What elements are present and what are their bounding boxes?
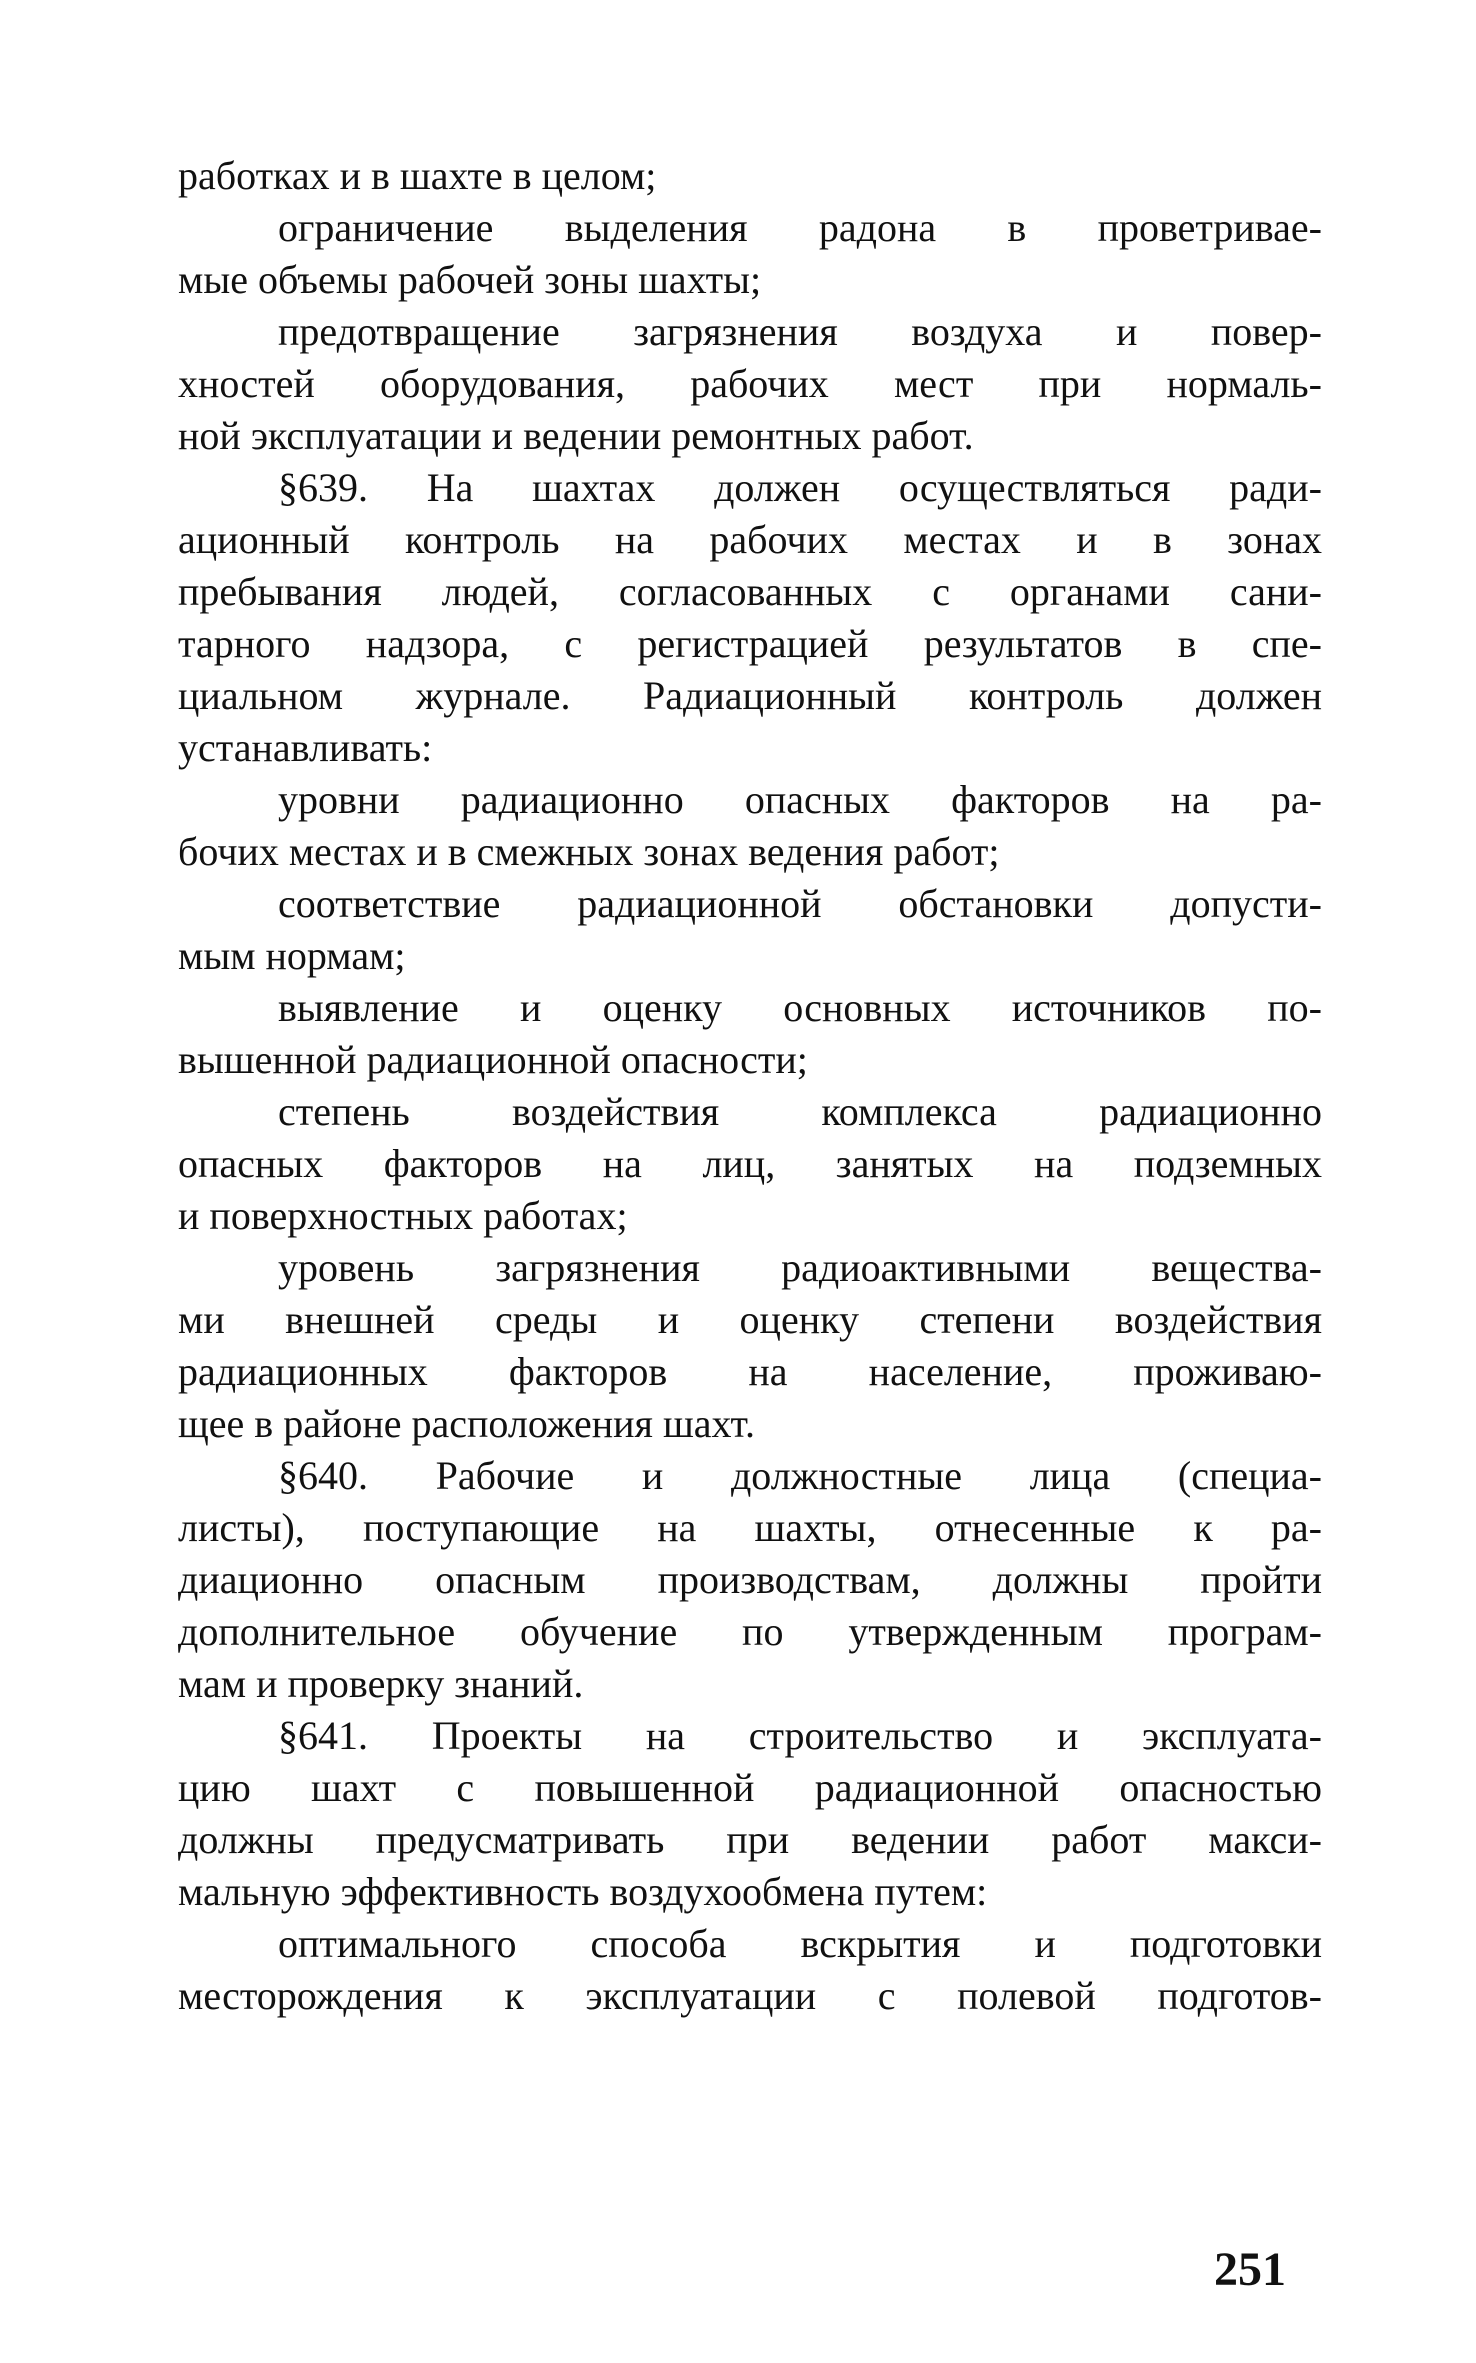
text-line: уровень загрязнения радиоактивными вещества-	[278, 1245, 1322, 1290]
page-number: 251	[1214, 2243, 1286, 2296]
text-line: работках и в шахте в целом;	[178, 153, 657, 198]
text-line: мам и проверку знаний.	[178, 1661, 584, 1706]
text-line: §640. Рабочие и должностные лица (специа-	[278, 1453, 1322, 1498]
text-line: радиационных факторов на население, проживаю-	[178, 1349, 1322, 1394]
text-line: и поверхностных работах;	[178, 1193, 628, 1238]
text-line: уровни радиационно опасных факторов на ра-	[278, 777, 1322, 822]
text-line: §639. На шахтах должен осуществляться ради-	[278, 465, 1322, 510]
text-line: оптимального способа вскрытия и подготовки	[278, 1921, 1322, 1966]
text-line: вышенной радиационной опасности;	[178, 1037, 808, 1082]
text-line: дополнительное обучение по утвержденным програм-	[178, 1609, 1322, 1654]
text-line: мые объемы рабочей зоны шахты;	[178, 257, 762, 302]
text-line: пребывания людей, согласованных с органами сани-	[178, 569, 1322, 614]
text-line: ограничение выделения радона в проветривае-	[278, 205, 1322, 250]
text-line: цию шахт с повышенной радиационной опасностью	[178, 1765, 1322, 1810]
text-line: листы), поступающие на шахты, отнесенные к ра-	[178, 1505, 1322, 1550]
text-line: хностей оборудования, рабочих мест при нормаль-	[178, 361, 1322, 406]
text-line: ационный контроль на рабочих местах и в зонах	[178, 517, 1322, 562]
text-line: выявление и оценку основных источников по-	[278, 985, 1322, 1030]
text-line: месторождения к эксплуатации с полевой подготов-	[178, 1973, 1322, 2018]
text-line: щее в районе расположения шахт.	[178, 1401, 755, 1446]
text-line: диационно опасным производствам, должны пройти	[178, 1557, 1322, 1602]
text-line: предотвращение загрязнения воздуха и повер-	[278, 309, 1322, 354]
text-line: степень воздействия комплекса радиационно	[278, 1089, 1322, 1134]
text-line: соответствие радиационной обстановки допусти-	[278, 881, 1322, 926]
text-line: устанавливать:	[178, 725, 433, 770]
text-line: бочих местах и в смежных зонах ведения работ;	[178, 829, 1000, 874]
text-line: опасных факторов на лиц, занятых на подземных	[178, 1141, 1322, 1186]
text-line: мальную эффективность воздухообмена путем:	[178, 1869, 988, 1914]
text-line: тарного надзора, с регистрацией результатов в спе-	[178, 621, 1322, 666]
body-text	[178, 150, 1322, 2022]
text-line: ми внешней среды и оценку степени воздействия	[178, 1297, 1322, 1342]
text-line: циальном журнале. Радиационный контроль должен	[178, 673, 1322, 718]
text-line: §641. Проекты на строительство и эксплуата-	[278, 1713, 1322, 1758]
text-line: ной эксплуатации и ведении ремонтных работ.	[178, 413, 974, 458]
text-line: должны предусматривать при ведении работ макси-	[178, 1817, 1322, 1862]
text-line: мым нормам;	[178, 933, 406, 978]
